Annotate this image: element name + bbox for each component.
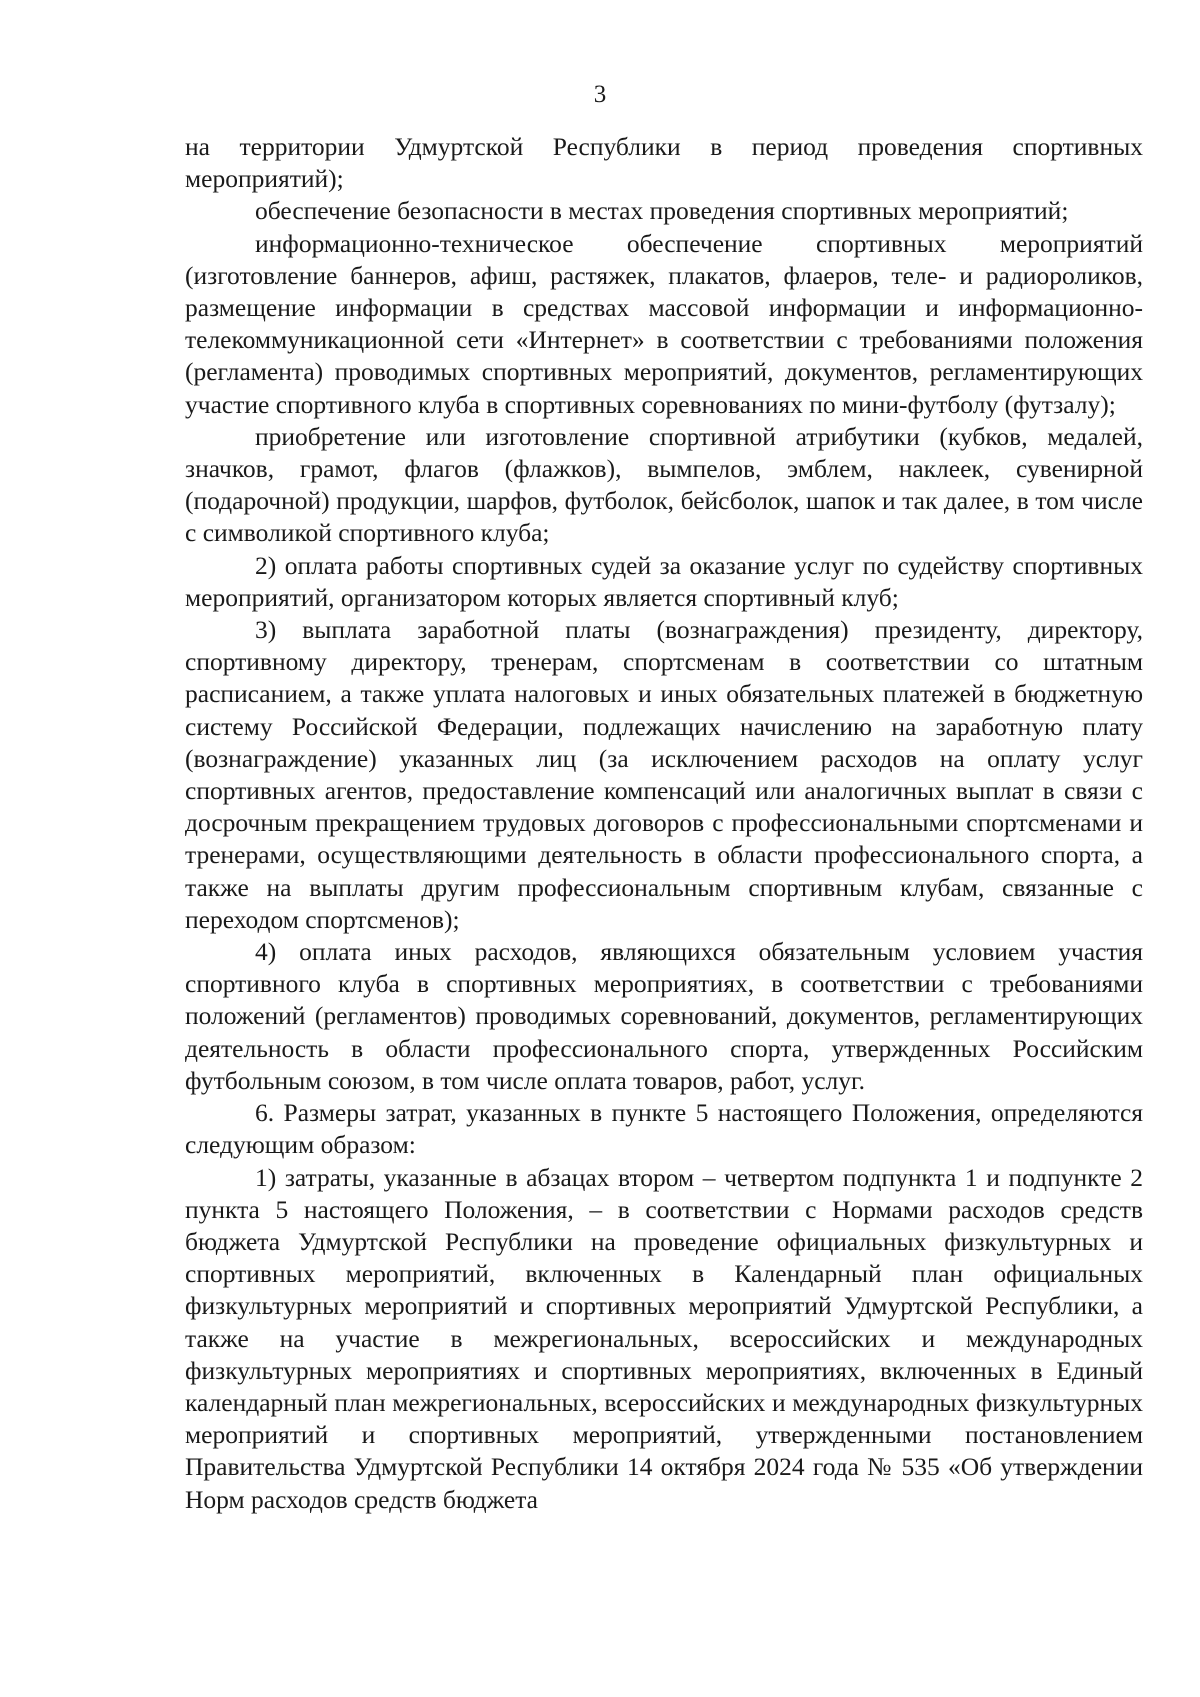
paragraph-1: на территории Удмуртской Республики в период проведения спортивных мероприятий); xyxy=(185,132,1143,194)
paragraph-8: 6. Размеры затрат, указанных в пункте 5 настоящего Положения, определяются следующим образом: xyxy=(185,1098,1143,1160)
paragraph-4: приобретение или изготовление спортивной атрибутики (кубков, медалей, значков, грамот, флагов (флажков), вымпелов, эмблем, наклеек, сувенирной (подарочной) продукции, шарфов, футболок, бейсболок, шапок и так далее, в том числе с символикой спортивного клуба; xyxy=(185,421,1143,548)
document-body xyxy=(185,131,1143,1516)
paragraph-7: 4) оплата иных расходов, являющихся обязательным условием участия спортивного клуба в спортивных мероприятиях, в соответствии с требованиями положений (регламентов) проводимых соревнований, документов, регламентирующих деятельность в области профессионального спорта, утвержденных Российским футбольным союзом, в том числе оплата товаров, работ, услуг. xyxy=(185,937,1143,1095)
paragraph-9: 1) затраты, указанные в абзацах втором – четвертом подпункта 1 и подпункте 2 пункта 5 настоящего Положения, – в соответствии с Нормами расходов средств бюджета Удмуртской Республики на проведение официальных физкультурных и спортивных мероприятий, включенных в Календарный план официальных физкультурных мероприятий и спортивных мероприятий Удмуртской Республики, а также на участие в межрегиональных, всероссийских и международных физкультурных мероприятиях и спортивных мероприятиях, включенных в Единый календарный план межрегиональных, всероссийских и международных физкультурных мероприятий и спортивных мероприятий, утвержденными постановлением Правительства Удмуртской Республики 14 октября 2024 года № 535 «Об утверждении Норм расходов средств бюджета xyxy=(185,1162,1143,1514)
page-number: 3 xyxy=(593,81,607,108)
paragraph-3: информационно-техническое обеспечение спортивных мероприятий (изготовление баннеров, афиш, растяжек, плакатов, флаеров, теле- и радиороликов, размещение информации в средствах массовой информации и информационно-телекоммуникационной сети «Интернет» в соответствии с требованиями положения (регламента) проводимых спортивных мероприятий, документов, регламентирующих участие спортивного клуба в спортивных соревнованиях по мини-футболу (футзалу); xyxy=(185,228,1143,419)
paragraph-6: 3) выплата заработной платы (вознаграждения) президенту, директору, спортивному директору, тренерам, спортсменам в соответствии со штатным расписанием, а также уплата налоговых и иных обязательных платежей в бюджетную систему Российской Федерации, подлежащих начислению на заработную плату (вознаграждение) указанных лиц (за исключением расходов на оплату услуг спортивных агентов, предоставление компенсаций или аналогичных выплат в связи с досрочным прекращением трудовых договоров с профессиональными спортсменами и тренерами, осуществляющими деятельность в области профессионального спорта, а также на выплаты другим профессиональным спортивным клубам, связанные с переходом спортсменов); xyxy=(185,615,1143,934)
paragraph-2: обеспечение безопасности в местах проведения спортивных мероприятий; xyxy=(255,196,1069,226)
paragraph-5: 2) оплата работы спортивных судей за оказание услуг по судейству спортивных мероприятий, организатором которых является спортивный клуб; xyxy=(185,550,1143,612)
